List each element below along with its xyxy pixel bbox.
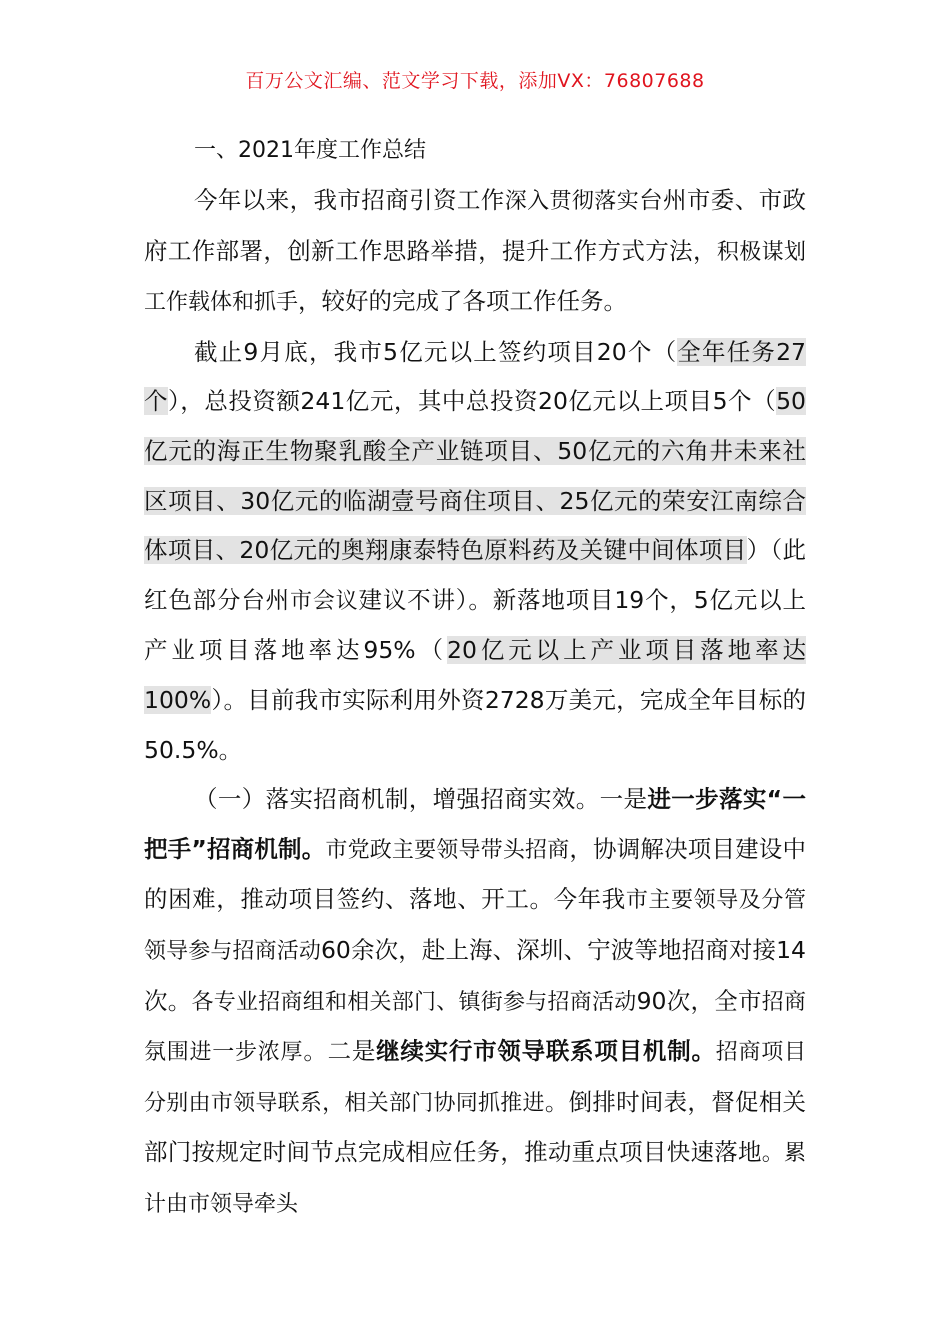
stats-text-1: 截止9月底，我市5亿元以上签约项目20个（ — [194, 337, 678, 366]
mechanism-text-12: 。累计由市领导牵头 — [144, 1141, 806, 1217]
highlight-annual-task: 全年任务27个 — [144, 337, 806, 416]
mechanism-bold-1: 进一步落实“一把手”招商机制。 — [144, 785, 806, 863]
mechanism-text-8: 招商氛围进一步浓厚 — [144, 989, 806, 1066]
overview-text-1: 今年以来，我市招商引资工作 — [194, 186, 505, 214]
mechanism-text-10: 招商项目分别由市领导联系，相关部门协同抓推进 — [144, 1040, 806, 1116]
overview-text-3: 台州市委、市政府工作部署，创新工作思路举措，提升工作方式方法， — [144, 186, 807, 265]
document-body — [144, 126, 806, 1229]
stats-text-4: 市会议 — [289, 588, 359, 614]
header-banner: 百万公文汇编、范文学习下载，添加VX：76807688 — [245, 70, 705, 92]
mechanism-text-9: 。二是 — [303, 1037, 377, 1066]
stats-text-5: 建议不讲）。新落地项目19个，5亿元以上产业项目落地率达95%（ — [144, 585, 807, 665]
mechanism-text-4: 市主要领导及分管领导参与招商活动 — [144, 888, 806, 964]
mechanism-bold-2: 继续实行市领导联系项目机制。 — [376, 1037, 716, 1066]
stats-text-2: ），总投资额241亿元，其中总投资20亿元以上项目5个（ — [168, 387, 777, 416]
highlight-landing-rate: 20亿元以上产业项目落地率达100% — [144, 636, 807, 714]
mechanism-text-2: 市党政主要领导带头招商 — [325, 837, 570, 863]
highlight-project-list: 50亿元的海正生物聚乳酸全产业链项目、50亿元的六角井未来社区项目、30亿元的临湖壹号商住项目、25亿元的荣安江南综合体项目、20亿元的奥翔康泰特色原料药及关键中间体项目 — [144, 387, 806, 565]
paragraph-statistics — [144, 328, 806, 775]
mechanism-text-7: 90次，全市 — [636, 986, 762, 1015]
mechanism-text-6: 各专业招商组和相关部门、镇街参与招商活动 — [191, 989, 637, 1015]
mechanism-text-1: （一）落实招商机制，增强招商实效。一是 — [194, 785, 648, 814]
section-heading: 一、2021年度工作总结 — [194, 138, 426, 163]
stats-text-3: ）（此红色部分台州 — [144, 536, 807, 614]
stats-text-6: ）。目前我市实际利用外资2728万美元，完成全年目标的50.5%。 — [144, 685, 806, 764]
overview-text-4: 积极谋划工作载体和抓手 — [144, 239, 806, 316]
mechanism-text-3: ，协调解决项目建设中的困难，推动项目签约、落地、开工。今年我 — [144, 834, 806, 914]
paragraph-overview — [144, 176, 806, 328]
overview-text-5: ，较好的完成了各项工作任务。 — [298, 287, 628, 316]
overview-text-2: 深入贯彻落实 — [504, 189, 640, 214]
paragraph-mechanism — [144, 775, 806, 1229]
mechanism-text-11: 。倒排时间表，督促相关部门按规定时间节点完成相应任务，推动重点项目快速落地 — [144, 1087, 807, 1167]
mechanism-text-5: 60余次，赴上海、深圳、宁波等地招商对接14次。 — [144, 935, 806, 1015]
